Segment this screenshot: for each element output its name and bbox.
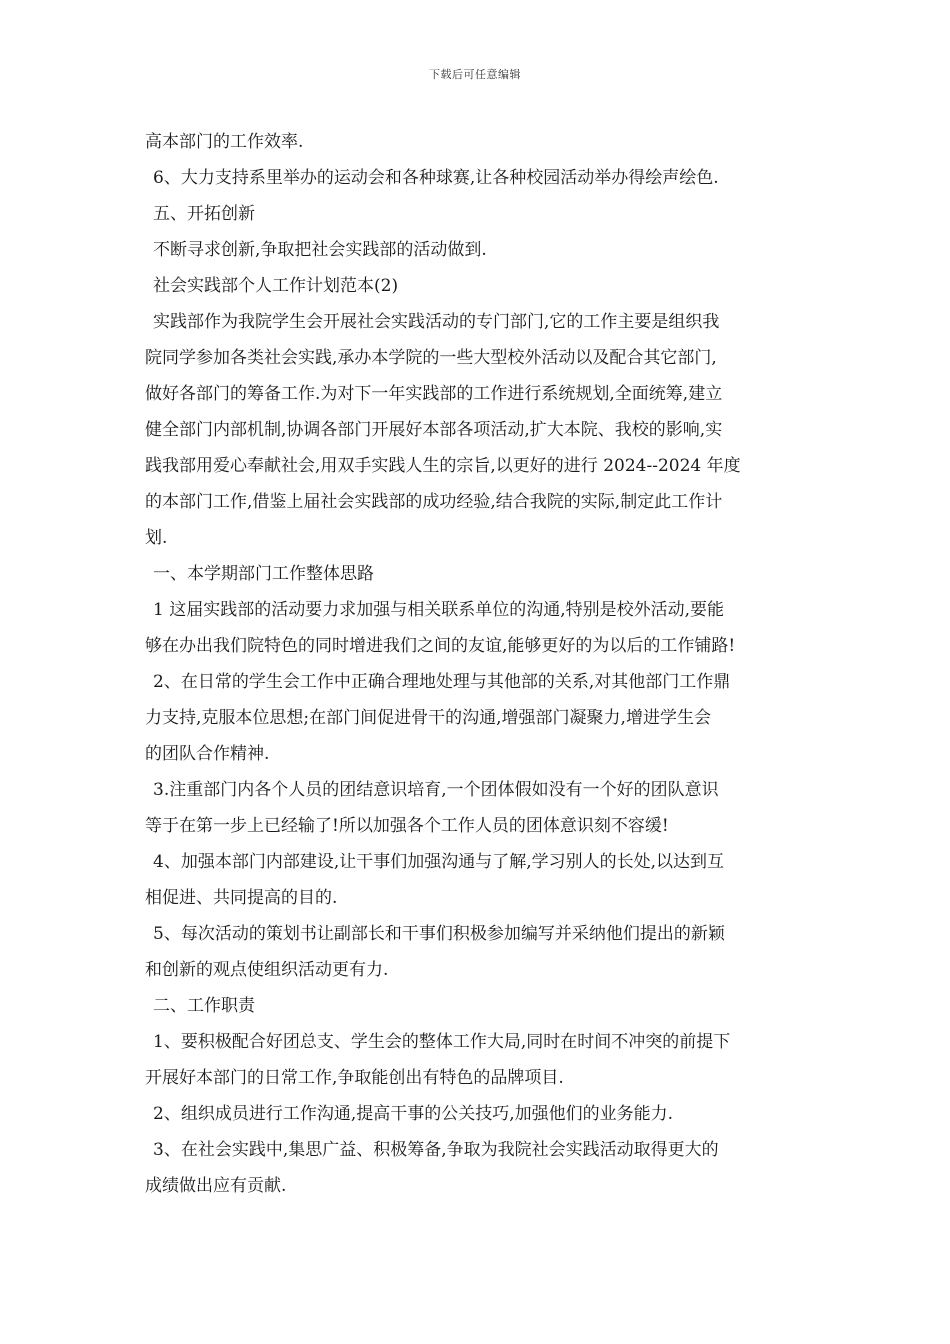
text-line: 1、要积极配合好团总支、学生会的整体工作大局,同时在时间不冲突的前提下 xyxy=(153,1032,731,1052)
text-line: 够在办出我们院特色的同时增进我们之间的友谊,能够更好的为以后的工作铺路! xyxy=(145,636,736,656)
text-line: 的团队合作精神. xyxy=(145,744,270,764)
text-line: 力支持,克服本位思想;在部门间促进骨干的沟通,增强部门凝聚力,增进学生会 xyxy=(145,708,711,728)
text-line: 6、大力支持系里举办的运动会和各种球赛,让各种校园活动举办得绘声绘色. xyxy=(153,168,719,188)
text-line: 4、加强本部门内部建设,让干事们加强沟通与了解,学习别人的长处,以达到互 xyxy=(153,852,725,872)
text-line: 和创新的观点使组织活动更有力. xyxy=(145,960,389,980)
text-line: 社会实践部个人工作计划范本(2) xyxy=(153,276,399,296)
text-line: 3.注重部门内各个人员的团结意识培育,一个团体假如没有一个好的团队意识 xyxy=(153,780,719,800)
text-line: 践我部用爱心奉献社会,用双手实践人生的宗旨,以更好的进行 2024--2024 年度 xyxy=(145,456,741,476)
text-line: 五、开拓创新 xyxy=(153,204,255,224)
document-body xyxy=(145,124,815,1204)
text-line: 2、在日常的学生会工作中正确合理地处理与其他部的关系,对其他部门工作鼎 xyxy=(153,672,731,692)
text-line: 高本部门的工作效率. xyxy=(145,132,304,152)
text-line: 相促进、共同提高的目的. xyxy=(145,888,338,908)
text-line: 实践部作为我院学生会开展社会实践活动的专门部门,它的工作主要是组织我 xyxy=(153,312,720,332)
text-line: 二、工作职责 xyxy=(153,996,255,1016)
text-line: 院同学参加各类社会实践,承办本学院的一些大型校外活动以及配合其它部门, xyxy=(145,348,717,368)
text-line: 健全部门内部机制,协调各部门开展好本部各项活动,扩大本院、我校的影响,实 xyxy=(145,420,723,440)
text-line: 不断寻求创新,争取把社会实践部的活动做到. xyxy=(153,240,487,260)
text-line: 一、本学期部门工作整体思路 xyxy=(153,564,374,584)
text-line: 开展好本部门的日常工作,争取能创出有特色的品牌项目. xyxy=(145,1068,564,1088)
text-line: 2、组织成员进行工作沟通,提高干事的公关技巧,加强他们的业务能力. xyxy=(153,1104,674,1124)
text-line: 的本部门工作,借鉴上届社会实践部的成功经验,结合我院的实际,制定此工作计 xyxy=(145,492,723,512)
page-header: 下载后可任意编辑 xyxy=(429,68,521,81)
text-line: 划. xyxy=(145,528,168,548)
text-line: 做好各部门的筹备工作.为对下一年实践部的工作进行系统规划,全面统筹,建立 xyxy=(145,384,723,404)
text-line: 3、在社会实践中,集思广益、积极筹备,争取为我院社会实践活动取得更大的 xyxy=(153,1140,719,1160)
text-line: 1 这届实践部的活动要力求加强与相关联系单位的沟通,特别是校外活动,要能 xyxy=(153,600,725,620)
text-line: 等于在第一步上已经输了!所以加强各个工作人员的团体意识刻不容缓! xyxy=(145,816,669,836)
text-line: 5、每次活动的策划书让副部长和干事们积极参加编写并采纳他们提出的新颖 xyxy=(153,924,725,944)
text-line: 成绩做出应有贡献. xyxy=(145,1176,287,1196)
